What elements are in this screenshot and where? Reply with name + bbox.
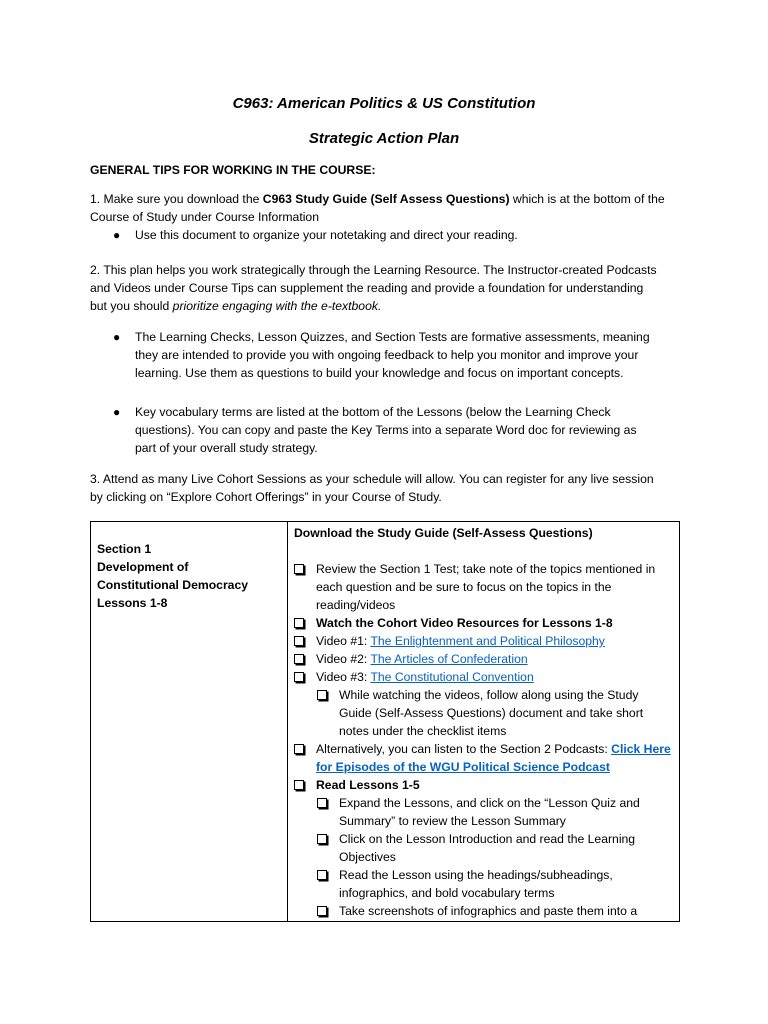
section-name-line1: Development of <box>97 560 189 574</box>
section-cell <box>91 522 288 922</box>
checklist-subitem-introduction[interactable]: Click on the Lesson Introduction and read the Learning Objectives <box>317 830 675 866</box>
study-guide-name: C963 Study Guide (Self Assess Questions) <box>262 192 510 206</box>
plan-title: Strategic Action Plan <box>308 130 460 147</box>
checklist-subitem-read-lesson[interactable]: Read the Lesson using the headings/subheadings, infographics, and bold vocabulary terms <box>317 866 675 902</box>
checkbox-icon[interactable] <box>317 690 327 700</box>
bullet-icon: ● <box>113 228 121 242</box>
tip-2-bullets <box>113 328 693 382</box>
checklist-item-review-test[interactable]: Review the Section 1 Test; take note of the topics mentioned in each question and be sure to focus on the topics in the reading/videos <box>294 560 675 614</box>
general-tips-heading: GENERAL TIPS FOR WORKING IN THE COURSE: <box>90 163 376 177</box>
section-plan-table <box>90 521 680 922</box>
emphasis-text: prioritize engaging with the e-textbook. <box>172 299 382 313</box>
podcast-link-line2[interactable]: for Episodes of the WGU Political Science Podcast <box>316 760 610 774</box>
tip-2: 2. This plan helps you work strategically through the Learning Resource. The Instructor-created Podcasts and Videos under Course Tips can supplement the reading and provide a foundation for understanding but you should prioritize engaging with the e-textbook. <box>90 263 657 313</box>
checkbox-icon[interactable] <box>317 834 327 844</box>
checklist-item-podcasts[interactable]: Alternatively, you can listen to the Section 2 Podcasts: Click Here for Episodes of the WGU Political Science Podcast <box>294 740 675 776</box>
checkbox-icon[interactable] <box>294 618 304 628</box>
checklist-item-video-1[interactable]: Video #1: The Enlightenment and Political Philosophy <box>294 632 675 650</box>
checkbox-icon[interactable] <box>294 672 304 682</box>
tip-1-line1: 1. Make sure you download the C963 Study Guide (Self Assess Questions) which is at the bottom of the <box>90 192 665 206</box>
list-item: ● Key vocabulary terms are listed at the bottom of the Lessons (below the Learning Check questions). You can copy and paste the Key Terms into a separate Word doc for reviewing as part of your overall study strategy. <box>113 405 637 455</box>
checklist-item-watch-videos[interactable]: Watch the Cohort Video Resources for Lessons 1-8 <box>294 614 675 632</box>
video-3-link[interactable]: The Constitutional Convention <box>370 670 534 684</box>
checklist-item-video-3[interactable]: Video #3: The Constitutional Convention <box>294 668 675 686</box>
video-2-link[interactable]: The Articles of Confederation <box>370 652 528 666</box>
checkbox-icon[interactable] <box>294 654 304 664</box>
tasks-cell <box>288 522 680 922</box>
section-name-line2: Constitutional Democracy <box>97 578 249 592</box>
checklist-item-read-lessons[interactable]: Read Lessons 1-5 <box>294 776 675 794</box>
tip-1 <box>90 190 690 226</box>
bullet-icon: ● <box>113 330 121 344</box>
checklist-item-video-2[interactable]: Video #2: The Articles of Confederation <box>294 650 675 668</box>
section-label: Section 1 <box>97 542 152 556</box>
tasks-heading: Download the Study Guide (Self-Assess Questions) <box>294 526 593 540</box>
checkbox-icon[interactable] <box>294 780 304 790</box>
list-item: ● The Learning Checks, Lesson Quizzes, and Section Tests are formative assessments, meaning they are intended to provide you with ongoing feedback to help you monitor and improve your learning. Use them as questions to build your knowledge and focus on important concepts. <box>113 330 650 380</box>
podcast-link-line1[interactable]: Click Here <box>611 742 671 756</box>
checklist-subitem-expand-lessons[interactable]: Expand the Lessons, and click on the “Lesson Quiz and Summary” to review the Lesson Summary <box>317 794 675 830</box>
tip-1-line2: Course of Study under Course Information <box>90 210 319 224</box>
checkbox-icon[interactable] <box>294 636 304 646</box>
checkbox-icon[interactable] <box>294 564 304 574</box>
checklist-subitem-watching-notes[interactable]: While watching the videos, follow along using the Study Guide (Self-Assess Questions) document and take short notes under the checklist items <box>317 686 675 740</box>
tip-3: 3. Attend as many Live Cohort Sessions as your schedule will allow. You can register for any live session by clicking on “Explore Cohort Offerings” in your Course of Study. <box>90 472 654 504</box>
tip-1-bullets <box>113 226 693 244</box>
bullet-icon: ● <box>113 405 121 419</box>
checkbox-icon[interactable] <box>317 798 327 808</box>
list-item: ● Use this document to organize your notetaking and direct your reading. <box>113 228 518 242</box>
course-title: C963: American Politics & US Constitution <box>232 95 536 112</box>
checklist-subitem-screenshots[interactable]: Take screenshots of infographics and paste them into a <box>317 902 675 920</box>
checkbox-icon[interactable] <box>317 870 327 880</box>
section-lessons: Lessons 1-8 <box>97 596 168 610</box>
checkbox-icon[interactable] <box>294 744 304 754</box>
video-1-link[interactable]: The Enlightenment and Political Philosophy <box>370 634 605 648</box>
tip-2-bullets-b <box>113 403 693 457</box>
checkbox-icon[interactable] <box>317 906 327 916</box>
table-row <box>91 522 680 922</box>
